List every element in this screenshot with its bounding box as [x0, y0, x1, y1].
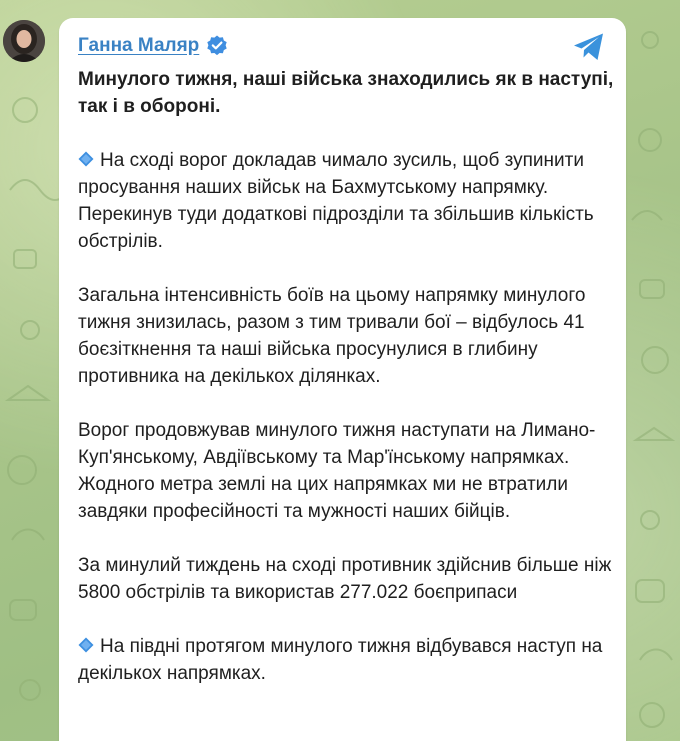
post-paragraph: Ворог продовжував минулого тижня наступати на Лимано-Куп'янському, Авдіївському та Мар'їнському напрямках. Жодного метра землі на цих напрямках ми не втратили завдяки професійності та мужності наших бійців. [78, 420, 596, 522]
blue-diamond-icon [78, 637, 94, 653]
paragraph-text: На півдні протягом минулого тижня відбувався наступ на декількох напрямках. [78, 636, 603, 684]
author-name-link[interactable]: Ганна Маляр [78, 35, 200, 56]
author-avatar[interactable] [3, 20, 45, 62]
post-paragraph [78, 147, 618, 255]
message-header [78, 33, 229, 59]
post-paragraph: Загальна інтенсивність боїв на цьому напрямку минулого тижня знизилась, разом з тим тривали бої – відбулось 41 боєзіткнення та наші війська просунулися в глибину противника на декількох ділянках. [78, 285, 586, 387]
telegram-share-icon[interactable] [572, 31, 606, 63]
blue-diamond-icon [78, 151, 94, 167]
verified-badge-icon [205, 34, 229, 58]
post-lead: Минулого тижня, наші війська знаходились як в наступі, так і в обороні. [78, 69, 614, 117]
paragraph-text: На сході ворог докладав чимало зусиль, щоб зупинити просування наших військ на Бахмутському напрямку. Перекинув туди додаткові підрозділи та збільшив кількість обстрілів. [78, 150, 594, 252]
post-paragraph [78, 633, 618, 687]
avatar-photo [3, 20, 45, 62]
message-text [78, 66, 618, 714]
post-paragraph: За минулий тиждень на сході противник здійснив більше ніж 5800 обстрілів та використав 277.022 боєприпаси [78, 555, 612, 603]
